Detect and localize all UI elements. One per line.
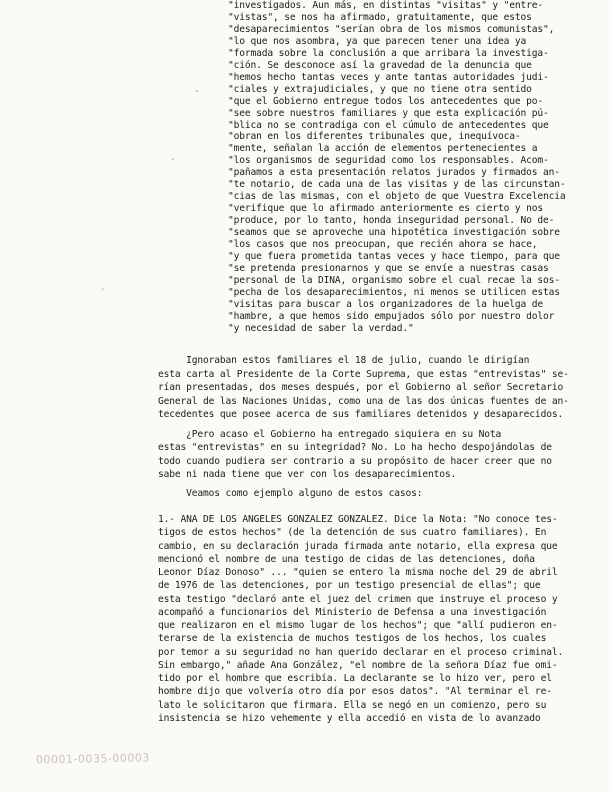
margin-dash-mark: - [100,284,107,295]
para2-line: sabe ni nada tiene que ver con los desaparecimientos. [158,468,457,480]
quote-line: "visitas para buscar a los organizadores de la huelga de [228,298,544,310]
para4-line: por temor a su seguridad no han querido declarar en el proceso criminal. [158,646,564,658]
quote-line: "produce, por lo tanto, honda inseguridad personal. No de- [228,215,555,227]
quote-line: "pañamos a esta presentación relatos jurados y firmados an- [228,167,560,179]
quote-line: "hambre, a que hemos sido empujados sólo por nuestro dolor [228,310,555,322]
para4-line: lato le solicitaron que firmara. Ella se negó en un comienzo, pero su [158,699,547,711]
para4-line: terarse de la existencia de muchos testigos de los hechos, los cuales [158,633,547,645]
quote-line: "los organismos de seguridad como los responsables. Acom- [228,155,549,167]
quote-line: "lo que nos asombra, ya que parecen tener una idea ya [228,35,527,47]
quote-line: "los casos que nos preocupan, que recién ahora se hace, [228,239,538,250]
para4-line: cambio, en su declaración jurada firmada ante notario, ella expresa que [158,540,558,552]
para4-line: Sin embargo," añade Ana González, "el nombre de la señora Díaz fue omi- [158,659,558,671]
quote-line: "cias de las mismas, con el objeto de que Vuestra Excelencia [228,191,566,203]
para1-line: Ignoraban estos familiares el 18 de julio, cuando le dirigían [158,355,530,366]
quote-line: "vistas", se nos ha afirmado, gratuitamente, que estos [228,11,532,23]
para1-line: General de las Naciones Unidas, como una de las dos únicas fuentes de an- [158,395,569,407]
quote-line: "verifique que lo afirmado anteriormente es cierto y nos [228,203,544,215]
margin-dot-mark: . [170,152,177,163]
para1-line: esta carta al Presidente de la Corte Suprema, que estas "entrevistas" se- [158,368,569,380]
quote-line: "desaparecimientos "serían obra de los mismos comunistas", [228,23,555,35]
quote-line: "investigados. Aun más, en distintas "visitas" y "entre- [228,0,544,11]
quote-line: "seamos que se aproveche una hipotética investigación sobre [228,227,560,239]
quote-line: "y necesidad de saber la verdad." [228,322,414,334]
quote-line: "blica no se contradiga con el cúmulo de antecedentes que [228,119,549,131]
quote-line: "ciales y extrajudiciales, y que no tiene otra sentido [228,83,532,95]
para1-line: tecedentes que posee acerca de sus familiares detenidos y desaparecidos. [158,409,564,420]
para4-line: insistencia se hizo vehemente y ella accedió en vista de lo avanzado [158,712,541,724]
quote-line: "formada sobre la conclusión a que arribara la investiga- [228,47,549,59]
para4-line: esta testigo "declaró ante el juez del crimen que instruye el proceso y [158,593,558,605]
para4-line: tido por el hombre que escribía. La declarante se lo hizo ver, pero el [158,673,552,684]
para2-line: todo cuando pudiera ser contrario a su propósito de hacer creer que no [158,455,552,467]
quote-line: "se pretenda presionarnos y que se envíe a nuestras casas [228,262,549,274]
para4-line: tigos de estos hechos" (de la detención de sus cuatro familiares). En [158,527,547,539]
quote-line: "hemos hecho tantas veces y ante tantas autoridades judi- [228,71,549,83]
para3-line: Veamos como ejemplo alguno de estos casos: [158,488,423,499]
para4-line: que realizaron en el mismo lugar de los hechos"; que "allí pudieron en- [158,620,558,631]
para2-line: ¿Pero acaso el Gobierno ha entregado siquiera en su Nota [158,429,502,440]
quote-line: "obran en los diferentes tribunales que, inequívoca- [228,131,521,143]
para4-line: hombre dijo que volvería otro día por esos datos". "Al terminar el re- [158,686,552,698]
archive-stamp: 00001-0035-00003 [35,751,150,767]
para4-line: 1.- ANA DE LOS ANGELES GONZALEZ GONZALEZ. Dice la Nota: "No conoce tes- [158,514,558,525]
para4-line: de 1976 de las detenciones, por un testigo presencial de ellas"; que [158,580,541,592]
margin-dash-mark: - [194,86,201,97]
quote-line: "te notario, de cada una de las visitas y de las circunstan- [228,179,566,191]
quote-line: "que el Gobierno entregue todos los antecedentes que po- [228,95,544,107]
quote-line: "pecha de los desaparecimientos, ni menos se utilicen estas [228,286,560,298]
quote-line: "personal de la DINA, organismo sobre el cual recae la sos- [228,274,560,286]
para1-line: rían presentadas, dos meses después, por el Gobierno al señor Secretario [158,382,564,393]
quote-line: "mente, señalan la acción de elementos pertenecientes a [228,143,538,155]
quote-line: "y que fuera prometida tantas veces y hace tiempo, para que [228,250,560,262]
quote-line: "ción. Se desconoce así la gravedad de la denuncia que [228,59,532,71]
para4-line: Leonor Díaz Donoso" ... "quien se entero la misma noche del 29 de abril [158,567,558,578]
para2-line: estas "entrevistas" en su integridad? No. Lo ha hecho despojándolas de [158,442,552,454]
para4-line: acompañó a funcionarios del Ministerio de Defensa a una investigación [158,606,547,618]
quote-line: "see sobre nuestros familiares y que esta explicación pú- [228,107,549,119]
para4-line: mencionó el nombre de una testigo de cidas de las detenciones, doña [158,553,535,565]
